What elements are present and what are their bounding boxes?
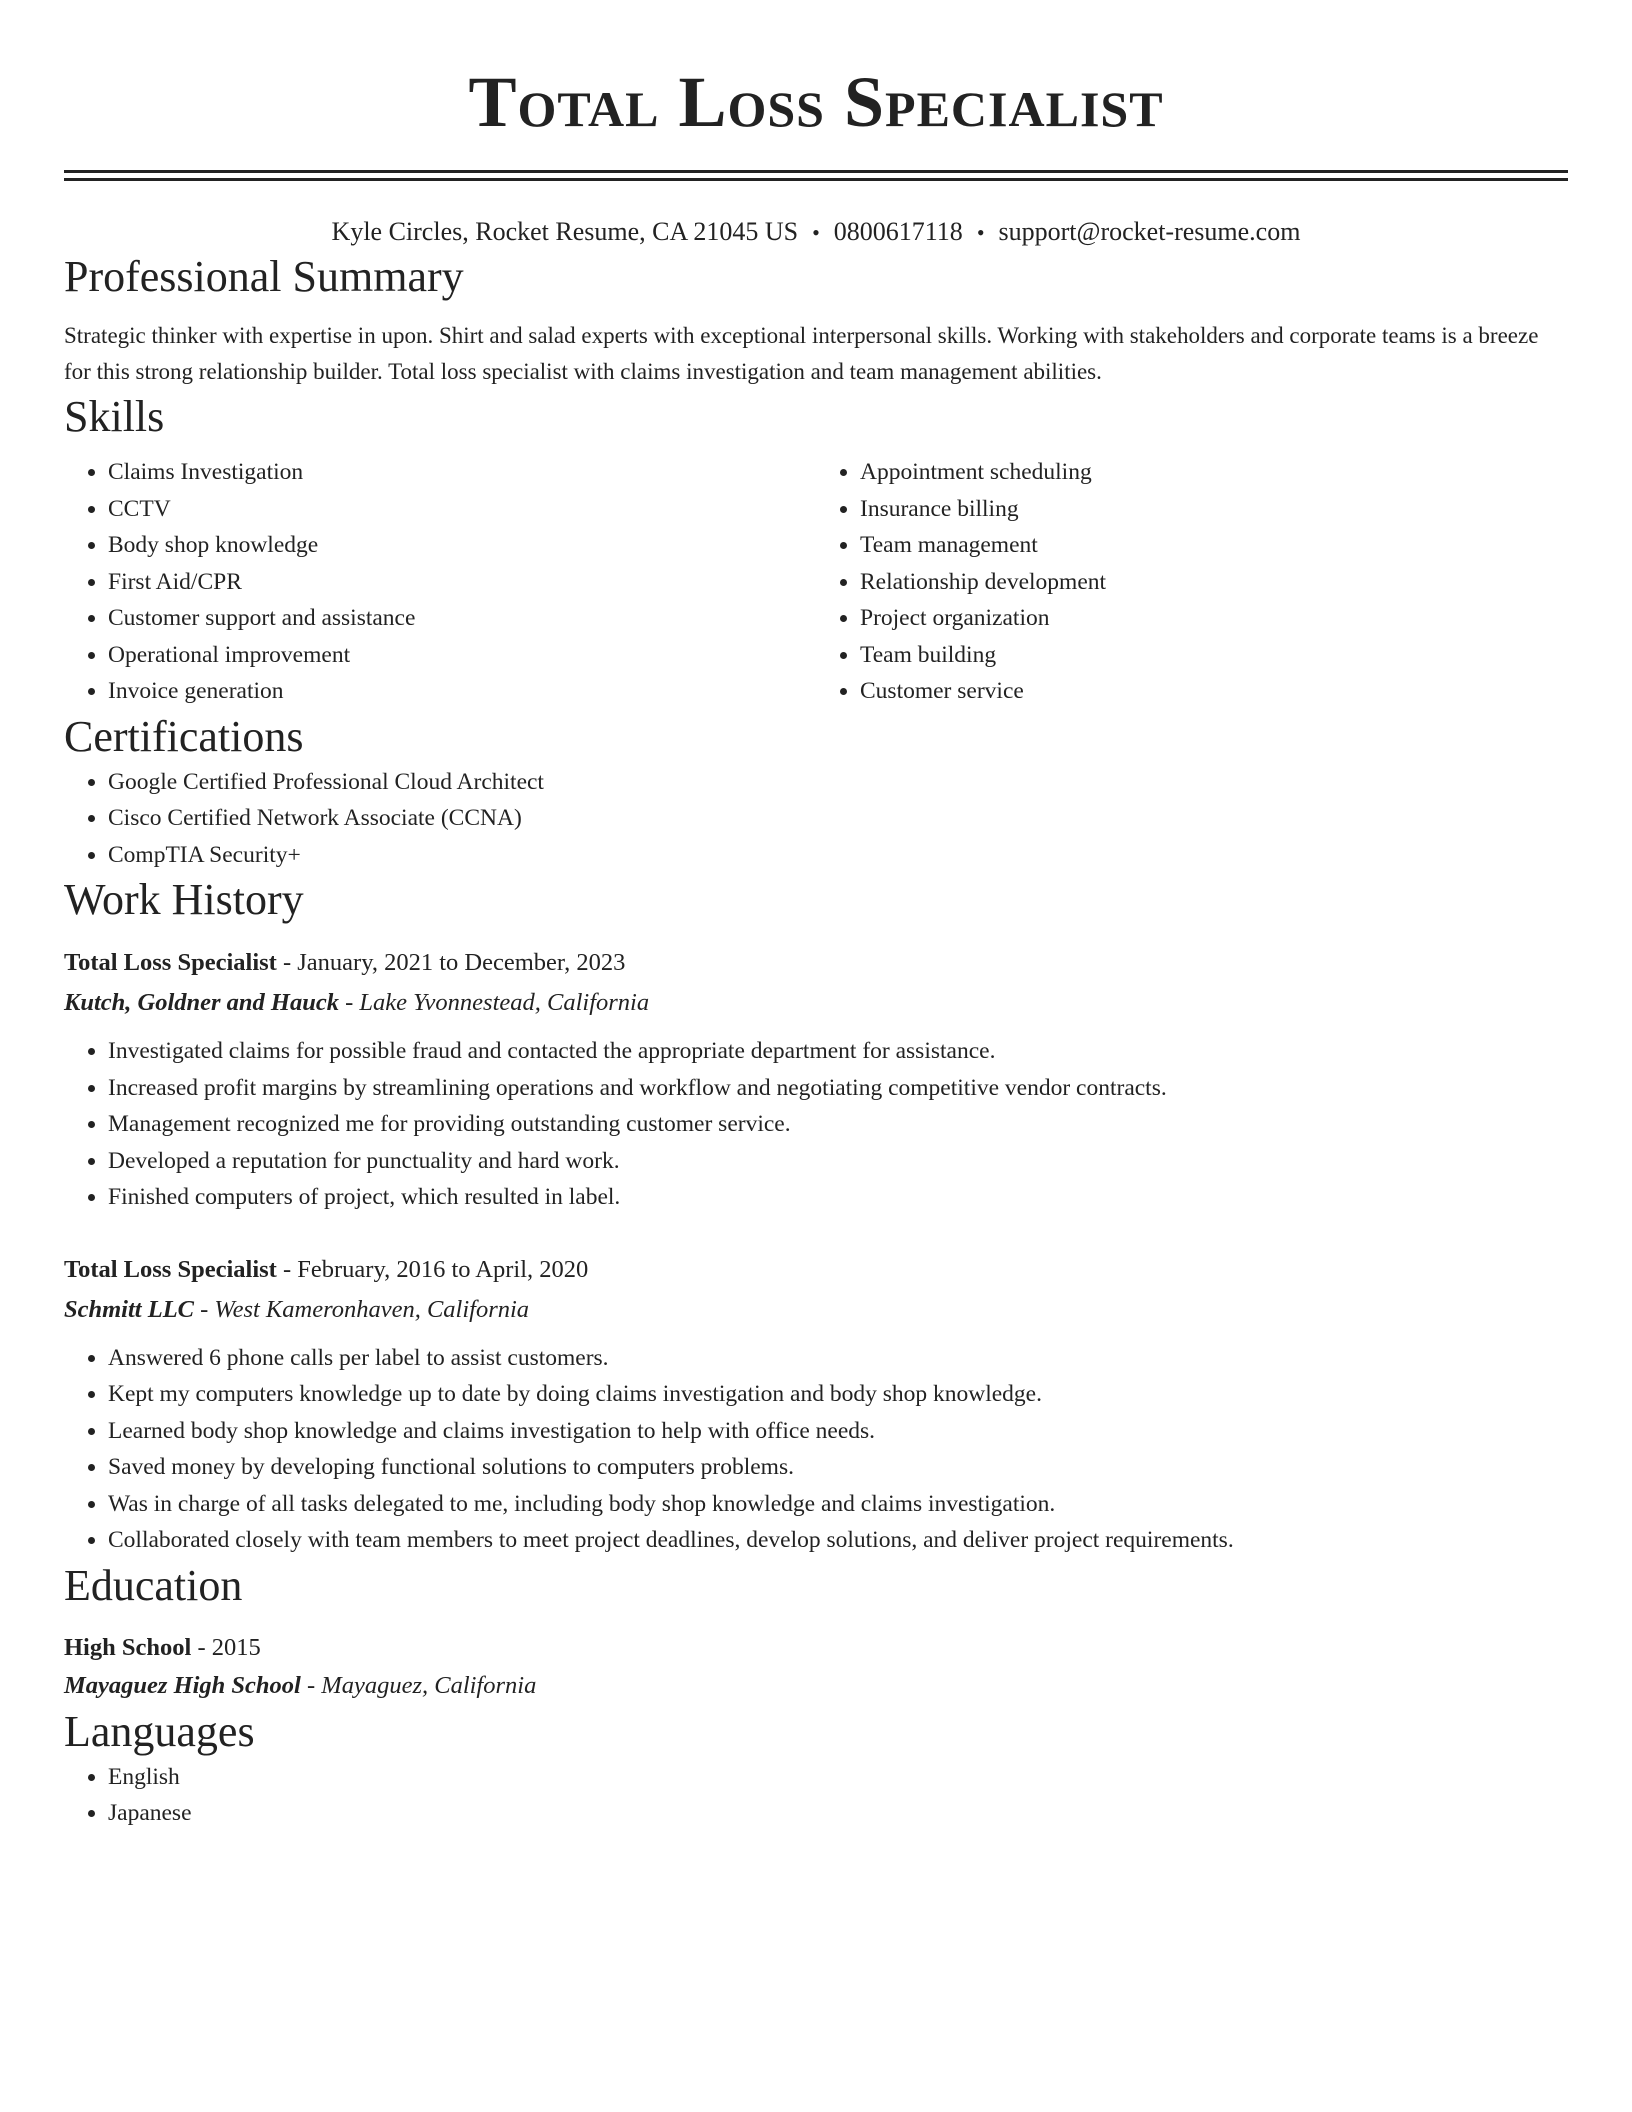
certifications-list <box>64 764 1568 874</box>
job-title: Total Loss Specialist <box>64 1255 277 1283</box>
job-entry <box>64 943 1568 1216</box>
contact-line <box>64 215 1568 250</box>
job-bullet: • Management recognized me for providing outstanding customer service. <box>108 1106 1568 1143</box>
education-degree: High School <box>64 1633 192 1661</box>
skill-item: • Invoice generation <box>108 673 816 710</box>
skill-item: • Team management <box>860 527 1568 564</box>
skill-item: • First Aid/CPR <box>108 564 816 601</box>
job-entry <box>64 1250 1568 1559</box>
skills-column-right <box>816 454 1568 710</box>
skill-item: • CCTV <box>108 491 816 528</box>
job-bullet: • Collaborated closely with team members to meet project deadlines, develop solutions, and deliver project requirements. <box>108 1522 1568 1559</box>
job-bullet: • Finished computers of project, which resulted in label. <box>108 1179 1568 1216</box>
skill-item: • Customer service <box>860 673 1568 710</box>
job-bullet: • Was in charge of all tasks delegated to me, including body shop knowledge and claims investigation. <box>108 1486 1568 1523</box>
job-title-line <box>64 1250 1568 1290</box>
certifications-heading: Certifications <box>64 711 304 761</box>
education-school-line <box>64 1667 1568 1705</box>
summary-heading: Professional Summary <box>64 252 464 301</box>
contact-separator: • <box>976 220 985 245</box>
education-degree-line <box>64 1629 1568 1667</box>
contact-separator: • <box>812 220 820 245</box>
language-item: • Japanese <box>108 1795 1568 1832</box>
job-dates: - February, 2016 to April, 2020 <box>276 1255 589 1283</box>
skill-item: • Operational improvement <box>108 637 816 674</box>
skill-item: • Body shop knowledge <box>108 527 816 564</box>
contact-address: Kyle Circles, Rocket Resume, CA 21045 US <box>331 217 799 246</box>
header-double-rule <box>64 170 1568 181</box>
skill-item: • Insurance billing <box>860 491 1568 528</box>
certification-item: • Cisco Certified Network Associate (CCNA) <box>108 800 1568 837</box>
job-bullet: • Learned body shop knowledge and claims investigation to help with office needs. <box>108 1413 1568 1450</box>
job-employer: Schmitt LLC <box>64 1295 195 1323</box>
job-employer-line <box>64 983 1568 1023</box>
job-employer: Kutch, Goldner and Hauck <box>64 989 339 1016</box>
job-title-line <box>64 943 1568 983</box>
skill-item: • Relationship development <box>860 564 1568 601</box>
skill-item: • Project organization <box>860 600 1568 637</box>
education-heading: Education <box>64 1560 243 1610</box>
summary-text: Strategic thinker with expertise in upon. Shirt and salad experts with exceptional interpersonal skills. Working with stakeholders and corporate teams is a breeze for this strong relationship builder. Total loss specialist with claims investigation and team management abilities. <box>64 323 1539 384</box>
job-employer-line <box>64 1290 1568 1330</box>
job-bullet: • Kept my computers knowledge up to date by doing claims investigation and body shop knowledge. <box>108 1376 1568 1413</box>
job-bullet: • Investigated claims for possible fraud and contacted the appropriate department for assistance. <box>108 1033 1568 1070</box>
job-bullet: • Saved money by developing functional solutions to computers problems. <box>108 1449 1568 1486</box>
job-bullet: • Increased profit margins by streamlining operations and workflow and negotiating competitive vendor contracts. <box>108 1070 1568 1107</box>
job-dates: - January, 2021 to December, 2023 <box>276 949 626 976</box>
languages-list <box>64 1759 1568 1832</box>
job-bullet: • Answered 6 phone calls per label to assist customers. <box>108 1340 1568 1377</box>
certification-item: • CompTIA Security+ <box>108 837 1568 874</box>
job-bullets <box>64 1033 1568 1216</box>
skill-item: • Claims Investigation <box>108 454 816 491</box>
job-title: Total Loss Specialist <box>64 949 277 976</box>
job-bullets <box>64 1340 1568 1559</box>
education-entry <box>64 1629 1568 1705</box>
contact-email: support@rocket-resume.com <box>998 217 1301 246</box>
education-school: Mayaguez High School <box>64 1671 301 1699</box>
skill-item: • Customer support and assistance <box>108 600 816 637</box>
skill-item: • Appointment scheduling <box>860 454 1568 491</box>
languages-heading: Languages <box>64 1706 255 1756</box>
certification-item: • Google Certified Professional Cloud Architect <box>108 764 1568 801</box>
job-bullet: • Developed a reputation for punctuality and hard work. <box>108 1143 1568 1180</box>
skills-list <box>64 454 1568 710</box>
job-location: - Lake Yvonnestead, California <box>339 989 650 1016</box>
education-location: - Mayaguez, California <box>300 1671 537 1699</box>
job-location: - West Kameronhaven, California <box>194 1295 530 1323</box>
work-history-heading: Work History <box>64 875 304 924</box>
contact-phone: 0800617118 <box>833 217 963 246</box>
resume-name: Total Loss Specialist <box>468 62 1164 142</box>
skills-heading: Skills <box>64 392 165 441</box>
education-year: - 2015 <box>191 1633 261 1661</box>
language-item: • English <box>108 1759 1568 1796</box>
skills-column-left <box>64 454 816 710</box>
skill-item: • Team building <box>860 637 1568 674</box>
